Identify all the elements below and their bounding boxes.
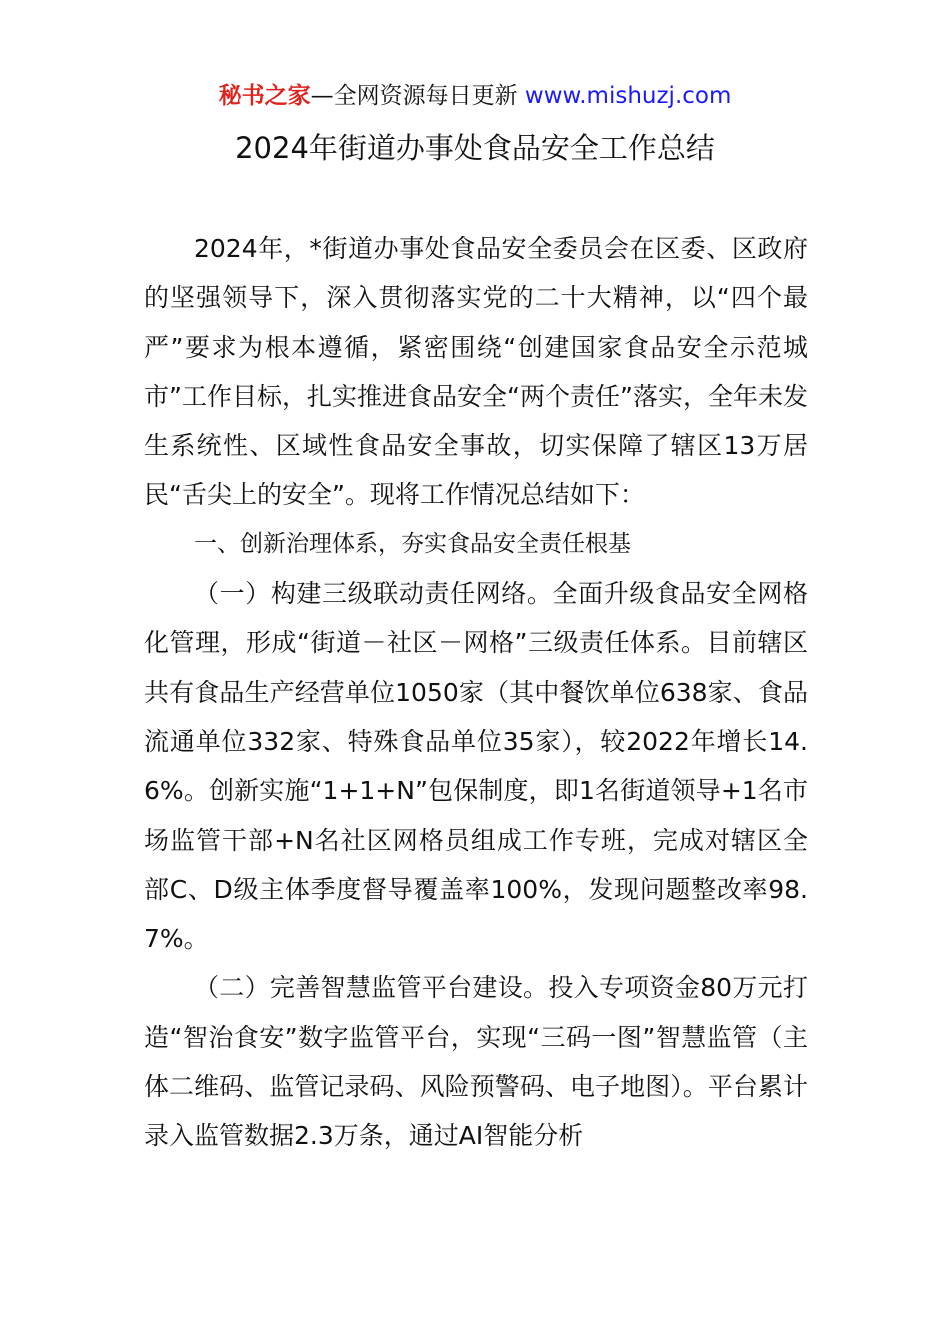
section-heading: 一、创新治理体系，夯实食品安全责任根基 [194, 530, 631, 557]
site-url-link[interactable]: www.mishuzj.com [524, 83, 732, 109]
subsection-paragraph-2: （二）完善智慧监管平台建设。投入专项资金80万元打造“智治食安”数字监管平台，实现“三码一图”智慧监管（主体二维码、监管记录码、风险预警码、电子地图）。平台累计录入监管数据2.3万条，通过AI智能分析 [144, 973, 808, 1151]
banner-tagline: —全网资源每日更新 [310, 83, 525, 109]
document-body [144, 224, 808, 1161]
subsection-paragraph-1: （一）构建三级联动责任网络。全面升级食品安全网格化管理，形成“街道－社区－网格”三级责任体系。目前辖区共有食品生产经营单位1050家（其中餐饮单位638家、食品流通单位332家、特殊食品单位35家），较2022年增长14.6%。创新实施“1+1+N”包保制度，即1名街道领导+1名市场监管干部+N名社区网格员组成工作专班，完成对辖区全部C、D级主体季度督导覆盖率100%，发现问题整改率98.7%。 [144, 579, 808, 954]
intro-paragraph: 2024年，*街道办事处食品安全委员会在区委、区政府的坚强领导下，深入贯彻落实党的二十大精神，以“四个最严”要求为根本遵循，紧密围绕“创建国家食品安全示范城市”工作目标，扎实推进食品安全“两个责任”落实，全年未发生系统性、区域性食品安全事故，切实保障了辖区13万居民“舌尖上的安全”。现将工作情况总结如下： [144, 234, 808, 510]
brand-name: 秘书之家 [218, 83, 311, 109]
document-title: 2024年街道办事处食品安全工作总结 [235, 131, 715, 165]
source-banner [0, 80, 950, 112]
